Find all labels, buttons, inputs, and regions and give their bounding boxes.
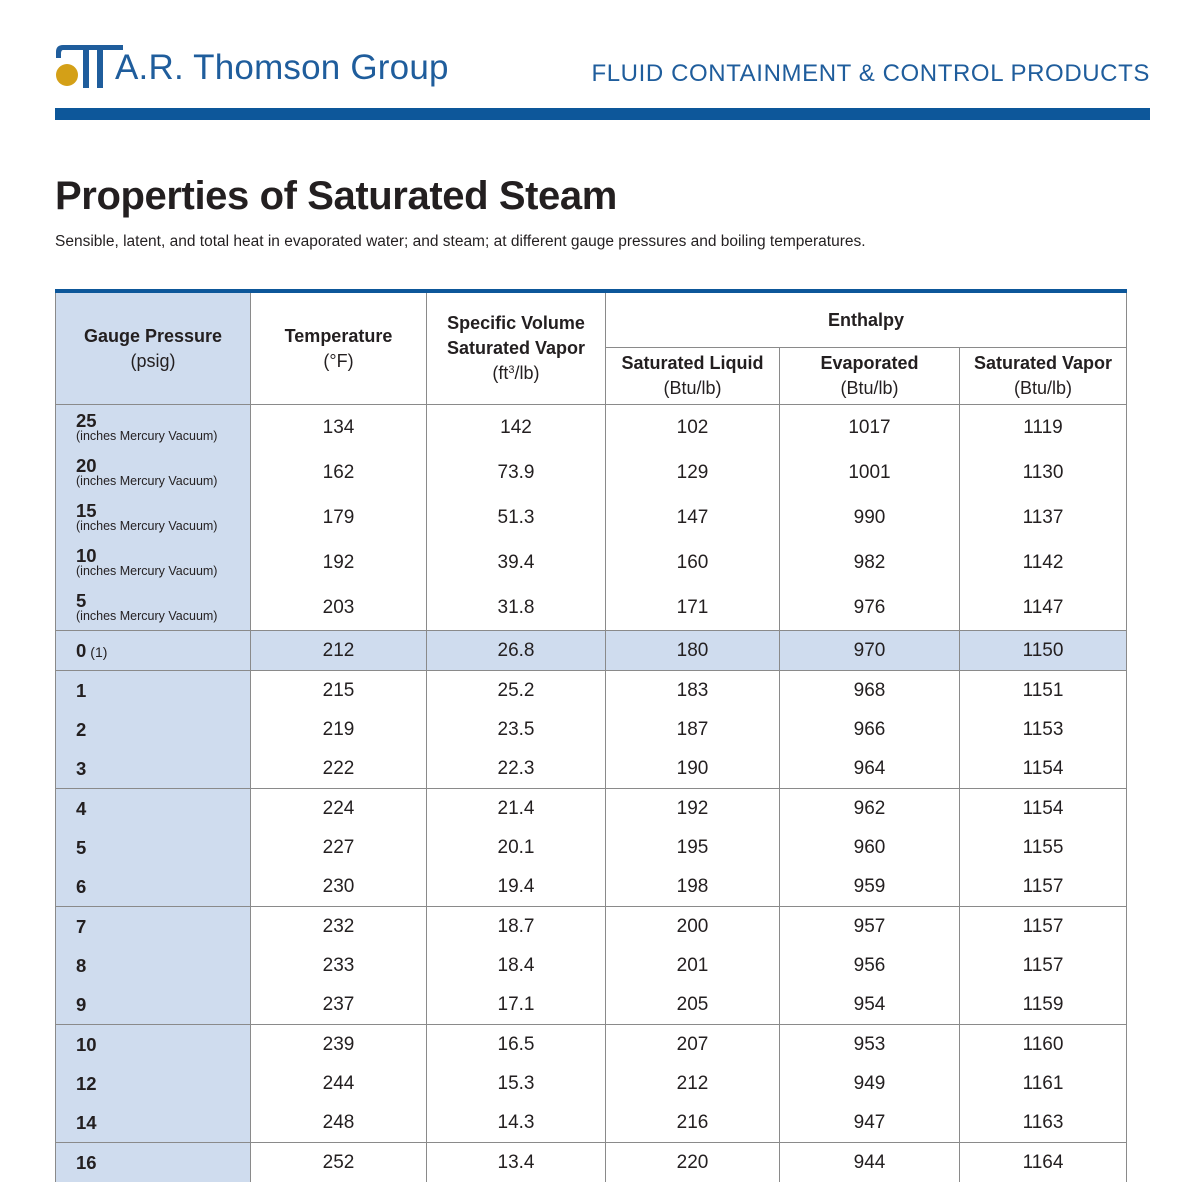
table-row — [56, 867, 1127, 907]
cell-gauge-pressure: 4 — [56, 789, 251, 829]
cell-temperature: 227 — [251, 828, 427, 867]
cell-saturated-liquid: 180 — [606, 631, 780, 671]
cell-saturated-vapor: 1163 — [960, 1103, 1127, 1143]
cell-saturated-liquid: 207 — [606, 1025, 780, 1065]
cell-saturated-vapor: 1155 — [960, 828, 1127, 867]
table-row — [56, 1025, 1127, 1065]
cell-evaporated: 962 — [780, 789, 960, 829]
cell-saturated-vapor: 1154 — [960, 749, 1127, 789]
cell-evaporated: 959 — [780, 867, 960, 907]
cell-evaporated: 982 — [780, 540, 960, 585]
cell-gauge-pressure: 6 — [56, 867, 251, 907]
cell-saturated-liquid: 205 — [606, 985, 780, 1025]
brand-name: A.R. Thomson Group — [115, 48, 449, 87]
cell-evaporated: 968 — [780, 671, 960, 711]
cell-specific-volume: 19.4 — [427, 867, 606, 907]
table-row — [56, 631, 1127, 671]
cell-temperature: 230 — [251, 867, 427, 907]
table-row — [56, 450, 1127, 495]
cell-saturated-vapor: 1142 — [960, 540, 1127, 585]
cell-saturated-liquid: 212 — [606, 1064, 780, 1103]
cell-specific-volume: 18.7 — [427, 907, 606, 947]
cell-saturated-vapor: 1137 — [960, 495, 1127, 540]
cell-saturated-liquid: 201 — [606, 946, 780, 985]
cell-saturated-vapor: 1154 — [960, 789, 1127, 829]
header-divider-bar — [55, 108, 1150, 120]
table-body — [56, 405, 1127, 1183]
cell-specific-volume: 20.1 — [427, 828, 606, 867]
cell-temperature: 239 — [251, 1025, 427, 1065]
cell-gauge-pressure: 1 — [56, 671, 251, 711]
cell-saturated-vapor: 1147 — [960, 585, 1127, 631]
cell-gauge-pressure: 10 (inches Mercury Vacuum) — [56, 540, 251, 585]
cell-specific-volume: 14.3 — [427, 1103, 606, 1143]
cell-evaporated: 1001 — [780, 450, 960, 495]
header-temperature: Temperature (°F) — [251, 291, 427, 405]
cell-saturated-liquid: 216 — [606, 1103, 780, 1143]
cell-evaporated: 990 — [780, 495, 960, 540]
cell-evaporated: 956 — [780, 946, 960, 985]
cell-gauge-pressure: 5 — [56, 828, 251, 867]
cell-specific-volume: 25.2 — [427, 671, 606, 711]
footnote-marker: (1) — [90, 643, 108, 660]
cell-specific-volume: 17.1 — [427, 985, 606, 1025]
cell-temperature: 212 — [251, 631, 427, 671]
table-row — [56, 789, 1127, 829]
cell-specific-volume: 23.5 — [427, 710, 606, 749]
page-header — [55, 40, 1150, 100]
table-row — [56, 495, 1127, 540]
cell-saturated-vapor: 1153 — [960, 710, 1127, 749]
cell-specific-volume: 15.3 — [427, 1064, 606, 1103]
cell-evaporated: 964 — [780, 749, 960, 789]
cell-temperature: 179 — [251, 495, 427, 540]
table-row — [56, 828, 1127, 867]
cell-gauge-pressure: 20 (inches Mercury Vacuum) — [56, 450, 251, 495]
cell-saturated-liquid: 102 — [606, 405, 780, 451]
table-row — [56, 1103, 1127, 1143]
cell-specific-volume: 22.3 — [427, 749, 606, 789]
cell-gauge-pressure: 8 — [56, 946, 251, 985]
cell-gauge-pressure: 25 (inches Mercury Vacuum) — [56, 405, 251, 451]
table-row — [56, 1064, 1127, 1103]
cell-specific-volume: 142 — [427, 405, 606, 451]
vacuum-note: (inches Mercury Vacuum) — [76, 474, 218, 488]
header-saturated-vapor: Saturated Vapor (Btu/lb) — [960, 348, 1127, 405]
cell-evaporated: 970 — [780, 631, 960, 671]
table-row — [56, 585, 1127, 631]
cell-gauge-pressure: 0 (1) — [56, 631, 251, 671]
header-specific-volume: Specific Volume Saturated Vapor $(ft^3/lb)$ — [427, 291, 606, 405]
cell-evaporated: 960 — [780, 828, 960, 867]
cell-evaporated: 949 — [780, 1064, 960, 1103]
cell-temperature: 244 — [251, 1064, 427, 1103]
cell-specific-volume: 26.8 — [427, 631, 606, 671]
steam-properties-table-container — [55, 289, 1126, 1182]
cell-gauge-pressure: 14 — [56, 1103, 251, 1143]
table-row — [56, 710, 1127, 749]
table-row — [56, 405, 1127, 451]
vacuum-note: (inches Mercury Vacuum) — [76, 609, 218, 623]
cell-evaporated: 953 — [780, 1025, 960, 1065]
cell-specific-volume: 16.5 — [427, 1025, 606, 1065]
cell-specific-volume: 39.4 — [427, 540, 606, 585]
cell-saturated-liquid: 160 — [606, 540, 780, 585]
cell-gauge-pressure: 5 (inches Mercury Vacuum) — [56, 585, 251, 631]
cell-saturated-liquid: 190 — [606, 749, 780, 789]
cell-specific-volume: 18.4 — [427, 946, 606, 985]
cell-saturated-liquid: 198 — [606, 867, 780, 907]
cell-saturated-vapor: 1161 — [960, 1064, 1127, 1103]
cell-saturated-liquid: 187 — [606, 710, 780, 749]
cell-saturated-liquid: 183 — [606, 671, 780, 711]
cell-temperature: 203 — [251, 585, 427, 631]
cell-temperature: 252 — [251, 1143, 427, 1183]
cell-specific-volume: 73.9 — [427, 450, 606, 495]
table-row — [56, 907, 1127, 947]
cell-gauge-pressure: 2 — [56, 710, 251, 749]
cell-saturated-vapor: 1157 — [960, 907, 1127, 947]
header-saturated-liquid: Saturated Liquid (Btu/lb) — [606, 348, 780, 405]
cell-temperature: 192 — [251, 540, 427, 585]
cell-temperature: 233 — [251, 946, 427, 985]
cell-saturated-vapor: 1157 — [960, 867, 1127, 907]
cell-saturated-liquid: 195 — [606, 828, 780, 867]
cell-specific-volume: 21.4 — [427, 789, 606, 829]
cell-saturated-vapor: 1164 — [960, 1143, 1127, 1183]
header-evaporated: Evaporated (Btu/lb) — [780, 348, 960, 405]
cell-evaporated: 976 — [780, 585, 960, 631]
cell-specific-volume: 13.4 — [427, 1143, 606, 1183]
cell-evaporated: 944 — [780, 1143, 960, 1183]
cell-gauge-pressure: 9 — [56, 985, 251, 1025]
cell-saturated-vapor: 1150 — [960, 631, 1127, 671]
cell-saturated-vapor: 1159 — [960, 985, 1127, 1025]
cell-evaporated: 947 — [780, 1103, 960, 1143]
cell-saturated-vapor: 1130 — [960, 450, 1127, 495]
cell-saturated-liquid: 192 — [606, 789, 780, 829]
steam-properties-table — [55, 289, 1127, 1182]
cell-temperature: 219 — [251, 710, 427, 749]
cell-gauge-pressure: 16 — [56, 1143, 251, 1183]
table-row — [56, 1143, 1127, 1183]
cell-temperature: 232 — [251, 907, 427, 947]
cell-temperature: 215 — [251, 671, 427, 711]
table-row — [56, 540, 1127, 585]
cell-saturated-vapor: 1151 — [960, 671, 1127, 711]
header-gauge-pressure: Gauge Pressure (psig) — [56, 291, 251, 405]
page-subtitle: Sensible, latent, and total heat in evaporated water; and steam; at different gauge pressures and boiling temperatures. — [55, 233, 866, 250]
cell-temperature: 222 — [251, 749, 427, 789]
cell-specific-volume: 31.8 — [427, 585, 606, 631]
vacuum-note: (inches Mercury Vacuum) — [76, 519, 218, 533]
table-row — [56, 749, 1127, 789]
table-row — [56, 946, 1127, 985]
vacuum-note: (inches Mercury Vacuum) — [76, 564, 218, 578]
cell-gauge-pressure: 10 — [56, 1025, 251, 1065]
cell-saturated-vapor: 1160 — [960, 1025, 1127, 1065]
table-row — [56, 671, 1127, 711]
cell-saturated-liquid: 200 — [606, 907, 780, 947]
cell-temperature: 248 — [251, 1103, 427, 1143]
cell-saturated-liquid: 171 — [606, 585, 780, 631]
cell-saturated-liquid: 147 — [606, 495, 780, 540]
cell-temperature: 224 — [251, 789, 427, 829]
cell-saturated-liquid: 129 — [606, 450, 780, 495]
table-row — [56, 985, 1127, 1025]
cell-temperature: 237 — [251, 985, 427, 1025]
header-tagline: FLUID CONTAINMENT & CONTROL PRODUCTS — [591, 60, 1150, 87]
cell-evaporated: 957 — [780, 907, 960, 947]
cell-gauge-pressure: 3 — [56, 749, 251, 789]
cell-saturated-vapor: 1119 — [960, 405, 1127, 451]
page-title: Properties of Saturated Steam — [55, 174, 617, 218]
cell-evaporated: 1017 — [780, 405, 960, 451]
cell-evaporated: 954 — [780, 985, 960, 1025]
cell-specific-volume: 51.3 — [427, 495, 606, 540]
cell-saturated-vapor: 1157 — [960, 946, 1127, 985]
header-enthalpy: Enthalpy — [606, 291, 1127, 348]
cell-saturated-liquid: 220 — [606, 1143, 780, 1183]
cell-gauge-pressure: 15 (inches Mercury Vacuum) — [56, 495, 251, 540]
cell-gauge-pressure: 12 — [56, 1064, 251, 1103]
vacuum-note: (inches Mercury Vacuum) — [76, 429, 218, 443]
cell-temperature: 134 — [251, 405, 427, 451]
cell-gauge-pressure: 7 — [56, 907, 251, 947]
cell-temperature: 162 — [251, 450, 427, 495]
cell-evaporated: 966 — [780, 710, 960, 749]
